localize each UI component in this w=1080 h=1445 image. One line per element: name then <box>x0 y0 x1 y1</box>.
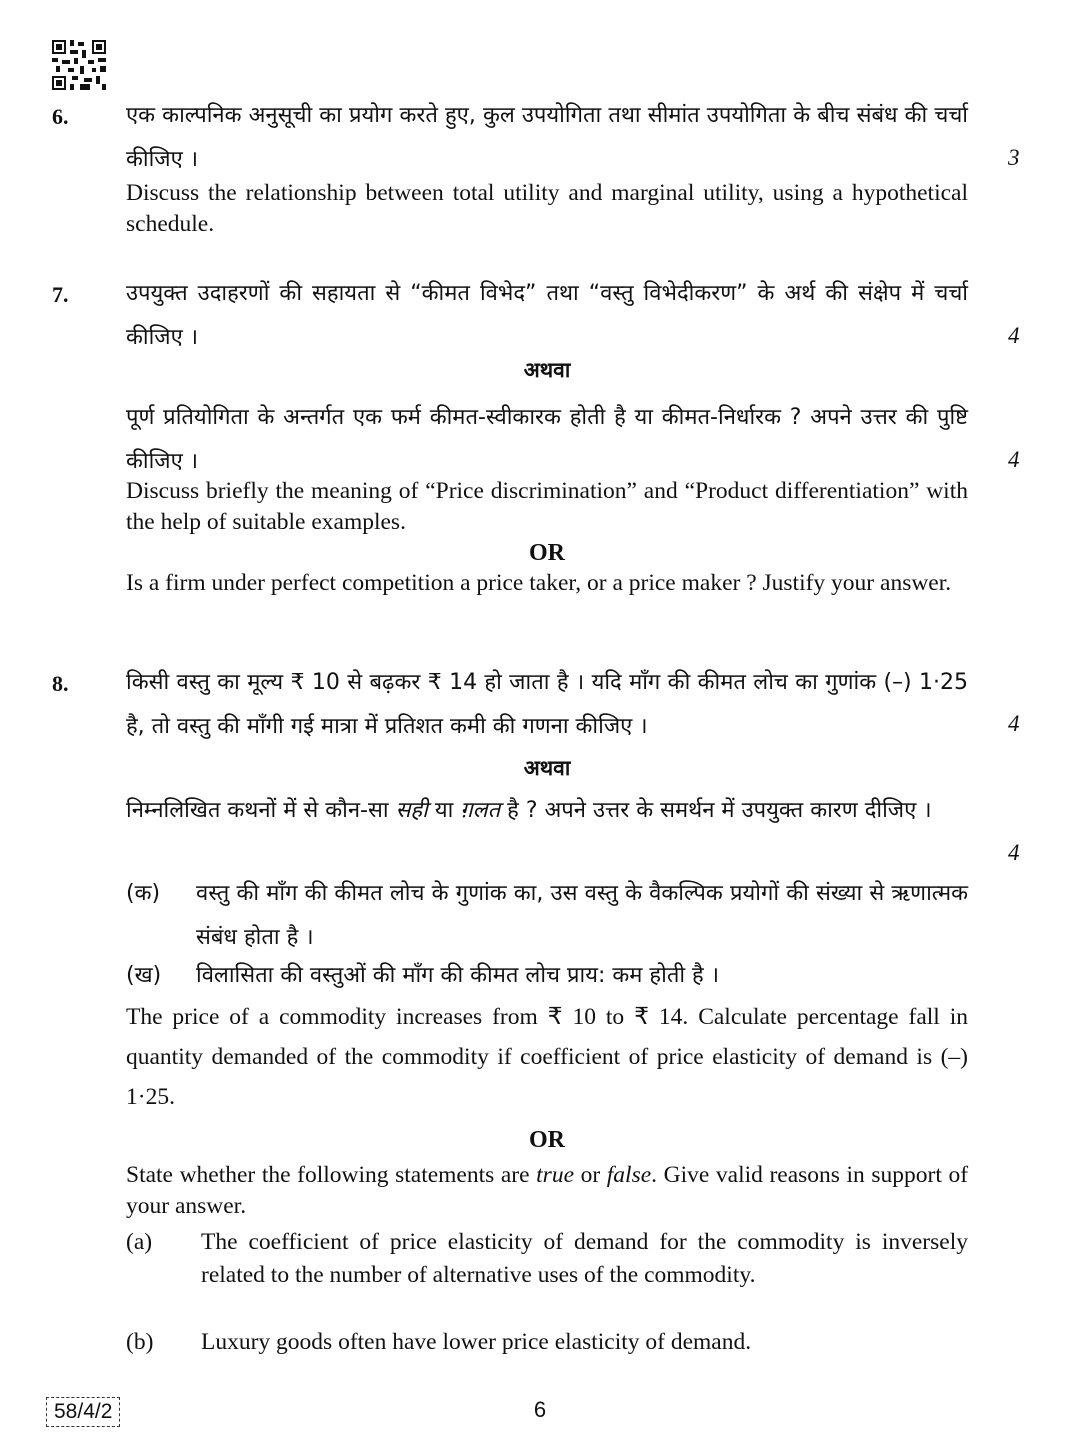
question-8-marks-b: 4 <box>1008 840 1020 865</box>
question-7-english-a: Discuss briefly the meaning of “Price discrimination” and “Product differentiation” with the help of suitable examples. <box>126 478 968 535</box>
question-7-hindi-a: उपयुक्त उदाहरणों की सहायता से “कीमत विभेद” तथा “वस्तु विभेदीकरण” के अर्थ की संक्षेप में चर्चा कीजिए । <box>126 281 968 350</box>
question-7-number: 7. <box>52 282 69 307</box>
list-item-label: (b) <box>126 1329 154 1355</box>
list-item-label: (क) <box>126 881 161 906</box>
question-8-english-b-true: true <box>536 1162 575 1188</box>
question-7-marks-b: 4 <box>1008 447 1020 472</box>
question-8-hindi-b-true: सही <box>395 798 428 823</box>
question-7-or-hindi: अथवा <box>523 358 571 382</box>
question-8-english-item-b <box>126 1326 968 1359</box>
question-8-hindi-item-kha <box>126 954 968 998</box>
paper-code: 58/4/2 <box>46 1397 120 1427</box>
list-item-text: The coefficient of price elasticity of demand for the commodity is inversely related to the number of alternative uses of the commodity. <box>201 1229 968 1288</box>
question-7-english-b: Is a firm under perfect competition a price taker, or a price maker ? Justify your answer. <box>126 570 952 596</box>
question-8-hindi-b-part2: या <box>434 798 454 823</box>
question-6-marks: 3 <box>1008 145 1020 170</box>
question-6-number: 6. <box>52 104 69 129</box>
page-number: 6 <box>533 1397 547 1422</box>
question-8-english-b-part3: . Give valid reasons in support of your answer. <box>126 1162 969 1219</box>
question-8-or-hindi: अथवा <box>523 756 571 780</box>
list-item-text: विलासिता की वस्तुओं की माँग की कीमत लोच प्राय: कम होती है । <box>196 963 720 988</box>
question-8-english-a: The price of a commodity increases from ₹ 10 to ₹ 14. Calculate percentage fall in quantity demanded of the commodity if coefficient of price elasticity of demand is (–) 1·25. <box>126 1004 968 1110</box>
question-6-english: Discuss the relationship between total utility and marginal utility, using a hypothetical schedule. <box>126 180 968 237</box>
question-8-english-b <box>126 1160 968 1222</box>
question-8-hindi-a: किसी वस्तु का मूल्य ₹ 10 से बढ़कर ₹ 14 हो जाता है । यदि माँग की कीमत लोच का गुणांक (–) 1·25 है, तो वस्तु की माँगी गई मात्रा में प्रतिशत कमी की गणना कीजिए । <box>126 670 968 739</box>
list-item-text: Luxury goods often have lower price elasticity of demand. <box>201 1329 752 1355</box>
qr-code-icon <box>52 40 106 90</box>
list-item-label: (a) <box>126 1229 153 1255</box>
question-7-or-english: OR <box>529 540 565 566</box>
list-item-label: (ख) <box>126 963 162 988</box>
question-7-marks-a: 4 <box>1008 323 1020 348</box>
question-8-hindi-b <box>126 789 968 833</box>
list-item-text: वस्तु की माँग की कीमत लोच के गुणांक का, उस वस्तु के वैकल्पिक प्रयोगों की संख्या से ऋणात्मक संबंध होता है । <box>196 881 968 950</box>
question-8-number: 8. <box>52 671 69 696</box>
question-6-hindi: एक काल्पनिक अनुसूची का प्रयोग करते हुए, कुल उपयोगिता तथा सीमांत उपयोगिता के बीच संबंध की चर्चा कीजिए । <box>126 103 968 172</box>
question-8-hindi-b-part1: निम्नलिखित कथनों में से कौन-सा <box>126 798 389 823</box>
question-8-hindi-b-part3: है ? अपने उत्तर के समर्थन में उपयुक्त कारण दीजिए । <box>507 798 932 823</box>
question-8-hindi-b-false: ग़लत <box>460 798 501 823</box>
question-8-english-b-part2: or <box>580 1162 601 1188</box>
question-7-hindi-b: पूर्ण प्रतियोगिता के अन्तर्गत एक फर्म कीमत-स्वीकारक होती है या कीमत-निर्धारक ? अपने उत्तर की पुष्टि कीजिए । <box>126 405 968 474</box>
question-8-marks-a: 4 <box>1008 711 1020 736</box>
question-8-or-english: OR <box>529 1127 565 1153</box>
question-8-english-item-a <box>126 1226 968 1292</box>
question-8-english-b-part1: State whether the following statements are <box>126 1162 530 1188</box>
question-8-english-b-false: false <box>606 1162 652 1188</box>
question-8-hindi-item-ka <box>126 872 968 960</box>
